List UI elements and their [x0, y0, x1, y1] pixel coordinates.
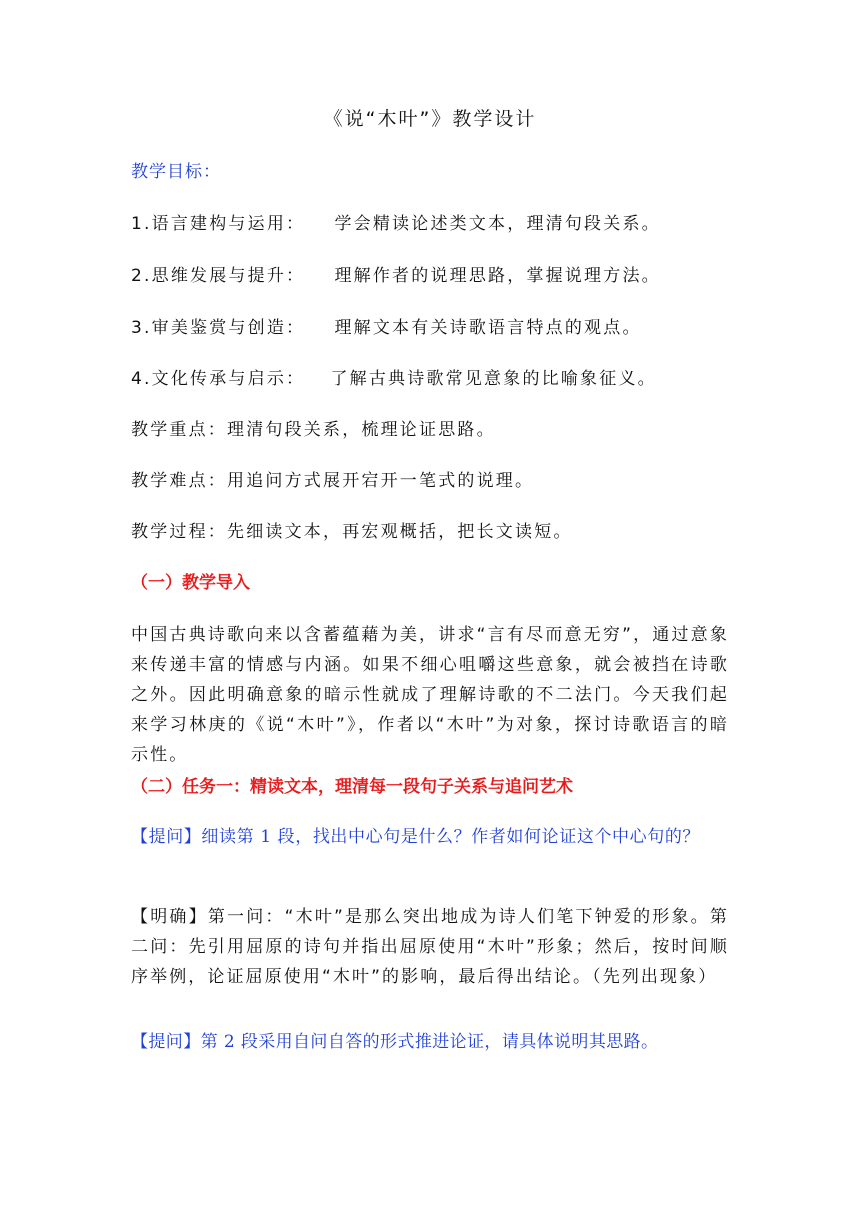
document-title: 《说“木叶”》教学设计: [323, 108, 537, 130]
objectives-heading: 教学目标：: [131, 162, 221, 182]
question-2-text: 第 2 段采用自问自答的形式推进论证，请具体说明其思路。: [200, 1032, 659, 1052]
answer-1-text: 第一问：“木叶”是那么突出地成为诗人们笔下钟爱的形象。第二问：先引用屈原的诗句并指出屈原使用“木叶”形象；然后，按时间顺序举例，论证屈原使用“木叶”的影响，最后得出结论。（先列出现象）: [131, 907, 729, 987]
objective-4-label: 4.文化传承与启示：: [131, 369, 306, 389]
section-1-heading: （一）教学导入: [131, 573, 250, 593]
section-2-heading: （二）任务一：精读文本，理清每一段句子关系与追问艺术: [131, 777, 573, 797]
objective-1-label: 1.语言建构与运用：: [131, 214, 306, 234]
section-1-paragraph: 中国古典诗歌向来以含蓄蕴藉为美，讲求“言有尽而意无穷”，通过意象来传递丰富的情感与内涵。如果不细心咀嚼这些意象，就会被挡在诗歌之外。因此明确意象的暗示性就成了理解诗歌的不二法门。今天我们起来学习林庚的《说“木叶”》，作者以“木叶”为对象，探讨诗歌语言的暗示性。: [131, 625, 729, 765]
objective-3-text: 理解文本有关诗歌语言特点的观点。: [334, 318, 642, 338]
objective-3-label: 3.审美鉴赏与创造：: [131, 318, 306, 338]
objective-4: [131, 367, 657, 391]
objective-2-label: 2.思维发展与提升：: [131, 266, 306, 286]
difficulty: 教学难点：用追问方式展开宕开一笔式的说理。: [131, 471, 535, 491]
objective-4-text: 了解古典诗歌常见意象的比喻象征义。: [330, 369, 657, 389]
teaching-process: 教学过程：先细读文本，再宏观概括，把长文读短。: [131, 522, 573, 542]
question-2-tag: 【提问】: [131, 1032, 201, 1052]
objective-2-text: 理解作者的说理思路，掌握说理方法。: [334, 266, 661, 286]
objective-2: [131, 264, 661, 288]
objective-3: [131, 316, 642, 340]
objective-1: [131, 212, 661, 236]
question-1: [131, 822, 729, 852]
key-point: 教学重点：理清句段关系，梳理论证思路。: [131, 420, 496, 440]
question-1-text: 细读第 1 段，找出中心句是什么？作者如何论证这个中心句的？: [201, 827, 701, 847]
answer-1: [131, 902, 729, 992]
question-2: [131, 1027, 729, 1057]
answer-1-tag: 【明确】: [131, 907, 208, 927]
objective-1-text: 学会精读论述类文本，理清句段关系。: [334, 214, 661, 234]
question-1-tag: 【提问】: [131, 827, 202, 847]
